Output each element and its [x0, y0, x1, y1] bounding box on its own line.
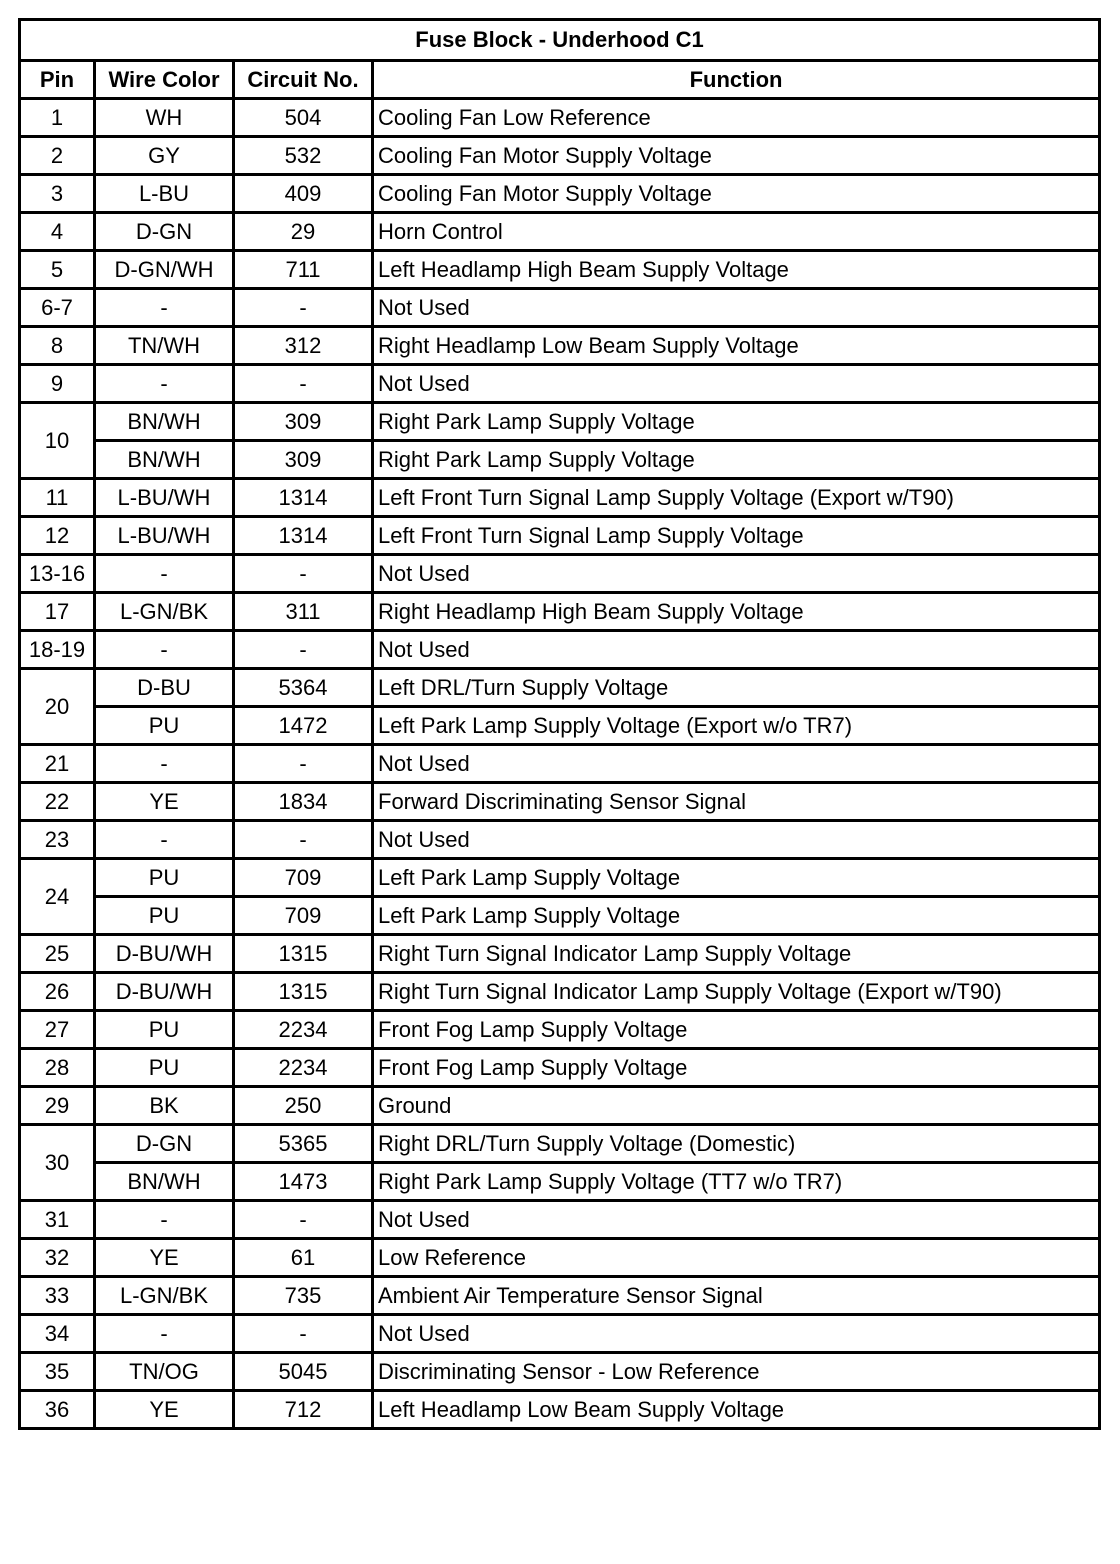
header-circuit-number: Circuit No.	[234, 61, 373, 99]
function-cell: Not Used	[373, 821, 1100, 859]
pin-cell: 33	[20, 1277, 95, 1315]
wire-color-cell: -	[95, 745, 234, 783]
circuit-number-cell: 311	[234, 593, 373, 631]
circuit-number-cell: 1473	[234, 1163, 373, 1201]
function-cell: Right Park Lamp Supply Voltage (TT7 w/o TR7)	[373, 1163, 1100, 1201]
function-cell: Cooling Fan Motor Supply Voltage	[373, 137, 1100, 175]
function-cell: Low Reference	[373, 1239, 1100, 1277]
table-row	[20, 1163, 1100, 1201]
table-row	[20, 365, 1100, 403]
wire-color-cell: TN/WH	[95, 327, 234, 365]
function-cell: Not Used	[373, 555, 1100, 593]
wire-color-cell: L-GN/BK	[95, 593, 234, 631]
circuit-number-cell: -	[234, 555, 373, 593]
pin-cell: 27	[20, 1011, 95, 1049]
pin-cell: 25	[20, 935, 95, 973]
circuit-number-cell: -	[234, 631, 373, 669]
function-cell: Not Used	[373, 631, 1100, 669]
circuit-number-cell: 1314	[234, 479, 373, 517]
pinout-table-body	[20, 99, 1100, 1429]
table-row	[20, 593, 1100, 631]
circuit-number-cell: 312	[234, 327, 373, 365]
circuit-number-cell: 1315	[234, 973, 373, 1011]
function-cell: Left Park Lamp Supply Voltage	[373, 859, 1100, 897]
table-row	[20, 1049, 1100, 1087]
table-row	[20, 859, 1100, 897]
table-row	[20, 441, 1100, 479]
circuit-number-cell: 29	[234, 213, 373, 251]
table-row	[20, 1087, 1100, 1125]
function-cell: Forward Discriminating Sensor Signal	[373, 783, 1100, 821]
wire-color-cell: L-BU/WH	[95, 517, 234, 555]
wire-color-cell: -	[95, 631, 234, 669]
pin-cell: 11	[20, 479, 95, 517]
table-row	[20, 935, 1100, 973]
table-row	[20, 631, 1100, 669]
wire-color-cell: BN/WH	[95, 403, 234, 441]
circuit-number-cell: -	[234, 1315, 373, 1353]
table-row	[20, 897, 1100, 935]
circuit-number-cell: 532	[234, 137, 373, 175]
circuit-number-cell: 5365	[234, 1125, 373, 1163]
wire-color-cell: YE	[95, 1239, 234, 1277]
column-header-row	[20, 61, 1100, 99]
circuit-number-cell: -	[234, 289, 373, 327]
table-row	[20, 783, 1100, 821]
table-row	[20, 289, 1100, 327]
wire-color-cell: YE	[95, 1391, 234, 1429]
header-pin: Pin	[20, 61, 95, 99]
function-cell: Right DRL/Turn Supply Voltage (Domestic)	[373, 1125, 1100, 1163]
pin-cell: 5	[20, 251, 95, 289]
wire-color-cell: BN/WH	[95, 1163, 234, 1201]
pin-cell: 31	[20, 1201, 95, 1239]
function-cell: Not Used	[373, 365, 1100, 403]
header-function: Function	[373, 61, 1100, 99]
pin-cell: 22	[20, 783, 95, 821]
circuit-number-cell: -	[234, 821, 373, 859]
function-cell: Right Park Lamp Supply Voltage	[373, 403, 1100, 441]
circuit-number-cell: 709	[234, 897, 373, 935]
function-cell: Right Headlamp High Beam Supply Voltage	[373, 593, 1100, 631]
table-row	[20, 479, 1100, 517]
wire-color-cell: -	[95, 821, 234, 859]
circuit-number-cell: 309	[234, 403, 373, 441]
pin-cell: 34	[20, 1315, 95, 1353]
circuit-number-cell: 309	[234, 441, 373, 479]
function-cell: Left Front Turn Signal Lamp Supply Voltage (Export w/T90)	[373, 479, 1100, 517]
wire-color-cell: -	[95, 365, 234, 403]
pin-cell: 8	[20, 327, 95, 365]
table-row	[20, 1277, 1100, 1315]
pin-cell: 10	[20, 403, 95, 479]
table-row	[20, 745, 1100, 783]
table-row	[20, 213, 1100, 251]
table-row	[20, 137, 1100, 175]
pin-cell: 36	[20, 1391, 95, 1429]
function-cell: Not Used	[373, 1315, 1100, 1353]
table-row	[20, 99, 1100, 137]
function-cell: Ambient Air Temperature Sensor Signal	[373, 1277, 1100, 1315]
pin-cell: 24	[20, 859, 95, 935]
function-cell: Front Fog Lamp Supply Voltage	[373, 1011, 1100, 1049]
wire-color-cell: D-GN/WH	[95, 251, 234, 289]
circuit-number-cell: 711	[234, 251, 373, 289]
table-row	[20, 555, 1100, 593]
pin-cell: 20	[20, 669, 95, 745]
circuit-number-cell: 1834	[234, 783, 373, 821]
function-cell: Not Used	[373, 289, 1100, 327]
pin-cell: 30	[20, 1125, 95, 1201]
table-row	[20, 1239, 1100, 1277]
function-cell: Cooling Fan Motor Supply Voltage	[373, 175, 1100, 213]
wire-color-cell: D-BU/WH	[95, 973, 234, 1011]
wire-color-cell: -	[95, 1201, 234, 1239]
pin-cell: 21	[20, 745, 95, 783]
fuse-block-table-wrapper	[18, 18, 1101, 1430]
wire-color-cell: YE	[95, 783, 234, 821]
function-cell: Left Front Turn Signal Lamp Supply Voltage	[373, 517, 1100, 555]
table-row	[20, 1353, 1100, 1391]
wire-color-cell: -	[95, 555, 234, 593]
function-cell: Front Fog Lamp Supply Voltage	[373, 1049, 1100, 1087]
circuit-number-cell: 5045	[234, 1353, 373, 1391]
pin-cell: 3	[20, 175, 95, 213]
table-row	[20, 669, 1100, 707]
table-row	[20, 175, 1100, 213]
circuit-number-cell: -	[234, 745, 373, 783]
pin-cell: 17	[20, 593, 95, 631]
circuit-number-cell: 61	[234, 1239, 373, 1277]
function-cell: Left Park Lamp Supply Voltage (Export w/o TR7)	[373, 707, 1100, 745]
function-cell: Right Turn Signal Indicator Lamp Supply Voltage (Export w/T90)	[373, 973, 1100, 1011]
wire-color-cell: D-BU	[95, 669, 234, 707]
table-row	[20, 1125, 1100, 1163]
table-row	[20, 821, 1100, 859]
circuit-number-cell: 1315	[234, 935, 373, 973]
circuit-number-cell: -	[234, 365, 373, 403]
table-row	[20, 1011, 1100, 1049]
wire-color-cell: PU	[95, 1049, 234, 1087]
pin-cell: 23	[20, 821, 95, 859]
function-cell: Discriminating Sensor - Low Reference	[373, 1353, 1100, 1391]
pin-cell: 12	[20, 517, 95, 555]
wire-color-cell: GY	[95, 137, 234, 175]
wire-color-cell: L-BU/WH	[95, 479, 234, 517]
connector-pinout-table	[18, 18, 1101, 1430]
pin-cell: 2	[20, 137, 95, 175]
function-cell: Left DRL/Turn Supply Voltage	[373, 669, 1100, 707]
wire-color-cell: D-GN	[95, 1125, 234, 1163]
wire-color-cell: PU	[95, 897, 234, 935]
table-row	[20, 251, 1100, 289]
pin-cell: 1	[20, 99, 95, 137]
header-wire-color: Wire Color	[95, 61, 234, 99]
circuit-number-cell: 250	[234, 1087, 373, 1125]
table-row	[20, 1391, 1100, 1429]
wire-color-cell: D-BU/WH	[95, 935, 234, 973]
wire-color-cell: PU	[95, 707, 234, 745]
table-row	[20, 1315, 1100, 1353]
wire-color-cell: -	[95, 289, 234, 327]
table-title-row	[20, 20, 1100, 61]
wire-color-cell: -	[95, 1315, 234, 1353]
function-cell: Right Turn Signal Indicator Lamp Supply Voltage	[373, 935, 1100, 973]
wire-color-cell: BK	[95, 1087, 234, 1125]
table-row	[20, 707, 1100, 745]
wire-color-cell: PU	[95, 859, 234, 897]
pin-cell: 26	[20, 973, 95, 1011]
pin-cell: 32	[20, 1239, 95, 1277]
function-cell: Left Park Lamp Supply Voltage	[373, 897, 1100, 935]
table-row	[20, 517, 1100, 555]
circuit-number-cell: 735	[234, 1277, 373, 1315]
circuit-number-cell: -	[234, 1201, 373, 1239]
pin-cell: 9	[20, 365, 95, 403]
wire-color-cell: BN/WH	[95, 441, 234, 479]
wire-color-cell: L-BU	[95, 175, 234, 213]
pin-cell: 6-7	[20, 289, 95, 327]
pin-cell: 4	[20, 213, 95, 251]
function-cell: Horn Control	[373, 213, 1100, 251]
function-cell: Not Used	[373, 1201, 1100, 1239]
function-cell: Cooling Fan Low Reference	[373, 99, 1100, 137]
circuit-number-cell: 712	[234, 1391, 373, 1429]
function-cell: Ground	[373, 1087, 1100, 1125]
circuit-number-cell: 1472	[234, 707, 373, 745]
wire-color-cell: D-GN	[95, 213, 234, 251]
wire-color-cell: L-GN/BK	[95, 1277, 234, 1315]
pin-cell: 29	[20, 1087, 95, 1125]
circuit-number-cell: 504	[234, 99, 373, 137]
pin-cell: 28	[20, 1049, 95, 1087]
function-cell: Right Headlamp Low Beam Supply Voltage	[373, 327, 1100, 365]
circuit-number-cell: 709	[234, 859, 373, 897]
pin-cell: 35	[20, 1353, 95, 1391]
wire-color-cell: TN/OG	[95, 1353, 234, 1391]
circuit-number-cell: 1314	[234, 517, 373, 555]
table-row	[20, 327, 1100, 365]
function-cell: Not Used	[373, 745, 1100, 783]
table-row	[20, 1201, 1100, 1239]
function-cell: Left Headlamp Low Beam Supply Voltage	[373, 1391, 1100, 1429]
function-cell: Right Park Lamp Supply Voltage	[373, 441, 1100, 479]
circuit-number-cell: 5364	[234, 669, 373, 707]
circuit-number-cell: 409	[234, 175, 373, 213]
wire-color-cell: PU	[95, 1011, 234, 1049]
table-row	[20, 403, 1100, 441]
circuit-number-cell: 2234	[234, 1049, 373, 1087]
table-row	[20, 973, 1100, 1011]
wire-color-cell: WH	[95, 99, 234, 137]
function-cell: Left Headlamp High Beam Supply Voltage	[373, 251, 1100, 289]
pin-cell: 18-19	[20, 631, 95, 669]
circuit-number-cell: 2234	[234, 1011, 373, 1049]
table-title: Fuse Block - Underhood C1	[20, 20, 1100, 61]
pin-cell: 13-16	[20, 555, 95, 593]
